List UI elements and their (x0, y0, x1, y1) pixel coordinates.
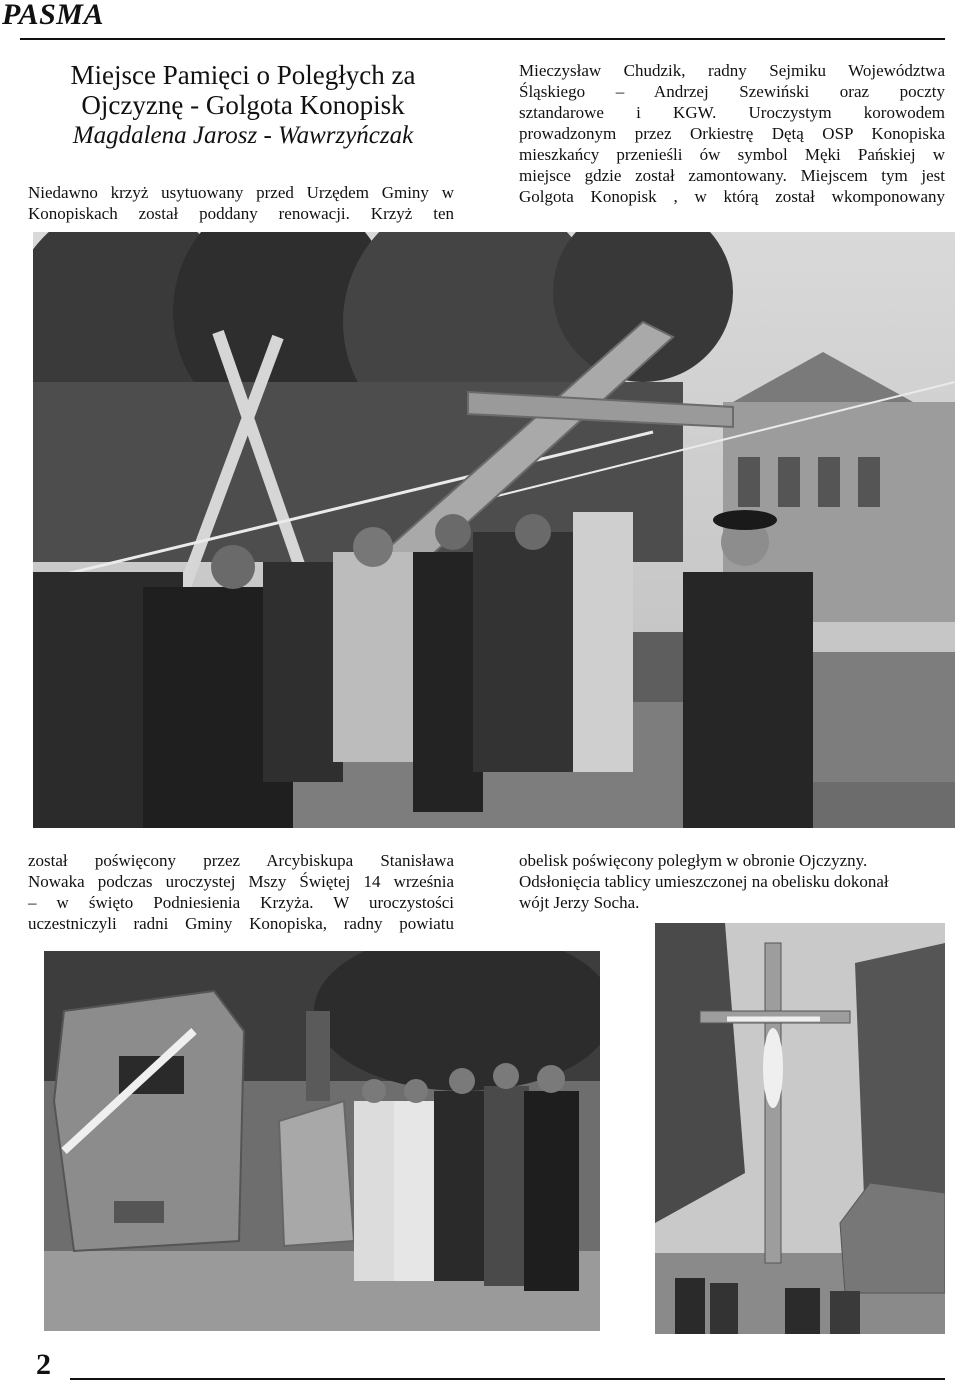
text-line: Śląskiego – Andrzej Szewiński oraz poczty (519, 82, 945, 101)
bottom-rule (70, 1378, 945, 1380)
text-line: prowadzonym przez Orkiestrę Dętą OSP Konopiska (519, 124, 945, 143)
text-line: został poświęcony przez Arcybiskupa Stanisława (28, 851, 454, 870)
title-line-2: Ojczyznę - Golgota Konopisk (81, 90, 405, 120)
text-line: wójt Jerzy Socha. (519, 893, 640, 912)
text-line: mieszkańcy przenieśli ów symbol Męki Pańskiej w (519, 145, 945, 164)
photo-obelisk-ceremony (44, 951, 600, 1331)
page-number: 2 (36, 1348, 51, 1381)
text-line: – w święto Podniesienia Krzyża. W uroczystości (28, 893, 454, 912)
photo-crucifix-graphic (655, 923, 945, 1334)
text-line: uczestniczyli radni Gminy Konopiska, radny powiatu (28, 914, 454, 933)
text-line: miejsce gdzie został zamontowany. Miejscem tym jest (519, 166, 945, 185)
text-line: obelisk poświęcony poległym w obronie Ojczyzny. (519, 851, 868, 870)
photo-crucifix (655, 923, 945, 1334)
photo-cross-procession-graphic (33, 232, 955, 828)
text-line: Konopiskach został poddany renowacji. Krzyż ten (28, 204, 454, 223)
text-line: Golgota Konopisk , w którą został wkomponowany (519, 187, 945, 206)
text-line: Nowaka podczas uroczystej Mszy Świętej 14 września (28, 872, 454, 891)
title-line-1: Miejsce Pamięci o Poległych za (70, 60, 416, 90)
paragraph-intro (28, 182, 454, 224)
article-author: Magdalena Jarosz - Wawrzyńczak (72, 122, 414, 149)
masthead: PASMA (2, 0, 104, 31)
top-rule (20, 38, 945, 40)
text-line: sztandarowe i KGW. Uroczystym korowodem (519, 103, 945, 122)
text-line: Odsłonięcia tablicy umieszczonej na obelisku dokonał (519, 872, 889, 891)
paragraph-obelisk (519, 850, 945, 913)
paragraph-procession (519, 60, 945, 207)
text-line: Mieczysław Chudzik, radny Sejmiku Województwa (519, 61, 945, 80)
paragraph-blessing (28, 850, 454, 934)
text-line: Niedawno krzyż usytuowany przed Urzędem Gminy w (28, 183, 454, 202)
photo-obelisk-ceremony-graphic (44, 951, 600, 1331)
article-title (28, 60, 458, 120)
photo-cross-procession (33, 232, 955, 828)
